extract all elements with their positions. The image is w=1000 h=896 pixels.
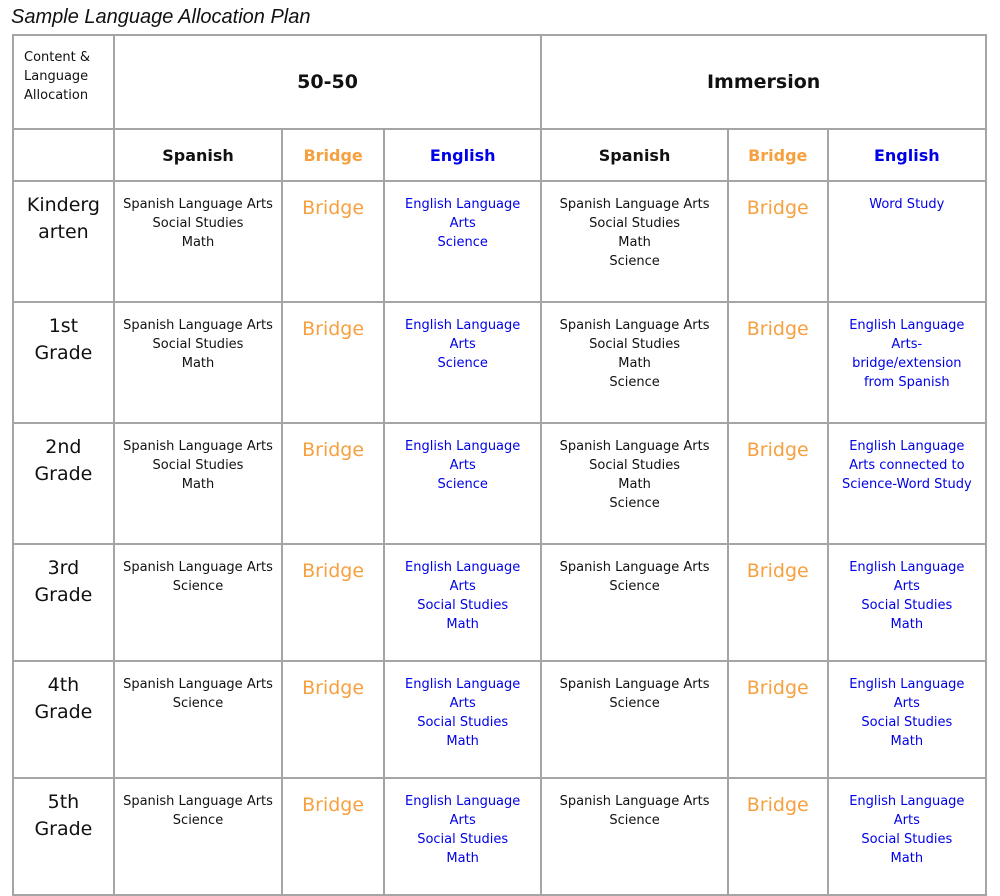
grade-label-cell <box>13 544 114 661</box>
corner-header-cell <box>13 35 114 129</box>
subject-line: Arts <box>449 337 476 352</box>
50-50-bridge-cell: Bridge <box>282 423 384 544</box>
grade-label-line: Grade <box>34 342 93 364</box>
corner-header-line: Allocation <box>24 88 89 103</box>
subject-line: Science <box>609 813 660 828</box>
subject-line: Arts <box>449 579 476 594</box>
50-50-spanish-subjects <box>114 302 282 423</box>
immersion-bridge-cell: Bridge <box>728 544 828 661</box>
subject-line: Math <box>618 235 651 250</box>
subject-line: Spanish Language Arts <box>559 197 710 212</box>
language-header-spanish: Spanish <box>541 129 728 181</box>
subject-line: Social Studies <box>589 216 681 231</box>
subject-line: Science <box>437 235 488 250</box>
subject-line: English Language <box>849 677 965 692</box>
subject-line: Arts <box>449 458 476 473</box>
subject-line: Math <box>890 617 924 632</box>
subject-line: Social Studies <box>861 598 953 613</box>
subject-line: Science <box>609 579 660 594</box>
subject-line: Science <box>609 375 660 390</box>
language-allocation-table <box>12 34 987 896</box>
50-50-spanish-subjects <box>114 544 282 661</box>
subject-line: Arts <box>893 696 920 711</box>
immersion-bridge-cell: Bridge <box>728 181 828 302</box>
grade-row <box>13 661 986 778</box>
grade-label-line: 2nd <box>45 436 82 458</box>
language-header-bridge: Bridge <box>728 129 828 181</box>
grade-row <box>13 302 986 423</box>
immersion-english-subjects <box>828 302 986 423</box>
subject-line: Social Studies <box>861 715 953 730</box>
subject-line: Science <box>609 696 660 711</box>
50-50-bridge-cell: Bridge <box>282 544 384 661</box>
corner-header-line: Content & <box>24 50 90 65</box>
language-header-spanish: Spanish <box>114 129 282 181</box>
grade-label-line: Grade <box>34 818 93 840</box>
grade-label-cell <box>13 302 114 423</box>
subject-line: Spanish Language Arts <box>559 794 710 809</box>
subject-line: Math <box>181 235 215 250</box>
subject-line: Social Studies <box>152 337 244 352</box>
grade-label-cell <box>13 778 114 895</box>
subject-line: Arts <box>449 696 476 711</box>
subject-line: Science <box>437 356 488 371</box>
grade-row <box>13 544 986 661</box>
subject-line: Social Studies <box>861 832 953 847</box>
subject-line: English Language <box>405 560 521 575</box>
50-50-english-subjects <box>384 302 541 423</box>
grade-label-cell <box>13 661 114 778</box>
50-50-bridge-cell: Bridge <box>282 181 384 302</box>
immersion-english-subjects <box>828 661 986 778</box>
page-caption: Sample Language Allocation Plan <box>11 6 311 28</box>
subject-line: Math <box>446 851 479 866</box>
subject-line: Math <box>890 734 924 749</box>
subject-line: Social Studies <box>589 458 681 473</box>
program-header-50-50: 50-50 <box>114 35 542 129</box>
50-50-spanish-subjects <box>114 661 282 778</box>
immersion-english-subjects <box>828 544 986 661</box>
immersion-bridge-cell: Bridge <box>728 661 828 778</box>
subject-line: from Spanish <box>863 375 950 390</box>
grade-label-line: 5th <box>47 791 80 813</box>
subject-line: Math <box>181 477 215 492</box>
subject-line: bridge/extension <box>852 356 962 371</box>
grade-row <box>13 778 986 895</box>
grade-label-line: 4th <box>47 674 80 696</box>
50-50-bridge-cell: Bridge <box>282 661 384 778</box>
grade-label-line: 1st <box>48 315 79 337</box>
subject-line: Word Study <box>869 197 945 212</box>
subject-line: English Language <box>405 677 521 692</box>
grade-row <box>13 423 986 544</box>
subject-line: Math <box>446 734 479 749</box>
subject-line: Science <box>172 813 224 828</box>
corner-header-line: Language <box>24 69 89 84</box>
subject-line: Arts <box>893 813 920 828</box>
immersion-spanish-subjects <box>541 423 728 544</box>
subject-line: Math <box>446 617 479 632</box>
immersion-english-subjects <box>828 778 986 895</box>
50-50-spanish-subjects <box>114 423 282 544</box>
grade-label-cell <box>13 423 114 544</box>
50-50-english-subjects <box>384 778 541 895</box>
subject-line: Math <box>618 356 651 371</box>
subject-line: Social Studies <box>417 832 509 847</box>
subject-line: Arts connected to <box>849 458 965 473</box>
immersion-spanish-subjects <box>541 544 728 661</box>
subject-line: Social Studies <box>417 598 509 613</box>
grade-label-line: Grade <box>34 701 93 723</box>
50-50-spanish-subjects <box>114 181 282 302</box>
50-50-bridge-cell: Bridge <box>282 778 384 895</box>
language-header-bridge: Bridge <box>282 129 384 181</box>
50-50-english-subjects <box>384 544 541 661</box>
subject-line: Math <box>181 356 215 371</box>
subject-line: English Language <box>405 318 521 333</box>
50-50-english-subjects <box>384 423 541 544</box>
subject-line: Science-Word Study <box>842 477 972 492</box>
subject-line: Social Studies <box>589 337 681 352</box>
50-50-english-subjects <box>384 661 541 778</box>
subject-line: Science <box>609 254 660 269</box>
subject-line: English Language <box>849 318 965 333</box>
subject-line: Math <box>890 851 924 866</box>
subject-line: Spanish Language Arts <box>123 794 273 809</box>
immersion-bridge-cell: Bridge <box>728 423 828 544</box>
subject-line: Spanish Language Arts <box>123 197 273 212</box>
subject-line: Spanish Language Arts <box>123 677 273 692</box>
subject-line: Math <box>618 477 651 492</box>
immersion-spanish-subjects <box>541 181 728 302</box>
grade-label-line: 3rd <box>47 557 80 579</box>
immersion-bridge-cell: Bridge <box>728 778 828 895</box>
grade-label-line: arten <box>38 221 89 243</box>
subject-line: Science <box>437 477 488 492</box>
subject-line: English Language <box>849 560 965 575</box>
language-header-row <box>13 129 986 181</box>
subject-line: Social Studies <box>152 458 244 473</box>
50-50-bridge-cell: Bridge <box>282 302 384 423</box>
subject-line: Arts- <box>891 337 923 352</box>
subject-line: Spanish Language Arts <box>123 439 273 454</box>
grade-row <box>13 181 986 302</box>
grade-label-line: Grade <box>34 463 93 485</box>
subject-line: English Language <box>405 439 521 454</box>
subject-line: Spanish Language Arts <box>559 439 710 454</box>
subject-line: Science <box>172 696 224 711</box>
subject-line: Science <box>172 579 224 594</box>
language-header-english: English <box>828 129 986 181</box>
subject-line: Spanish Language Arts <box>559 677 710 692</box>
subject-line: Spanish Language Arts <box>559 318 710 333</box>
immersion-bridge-cell: Bridge <box>728 302 828 423</box>
subject-line: Arts <box>893 579 920 594</box>
subject-line: Social Studies <box>152 216 244 231</box>
subject-line: Arts <box>449 216 476 231</box>
subject-line: English Language <box>405 794 521 809</box>
program-header-immersion: Immersion <box>541 35 986 129</box>
grade-label-line: Kinderg <box>26 194 100 216</box>
immersion-english-subjects <box>828 181 986 302</box>
subject-line: Arts <box>449 813 476 828</box>
immersion-english-subjects <box>828 423 986 544</box>
subject-line: Spanish Language Arts <box>123 318 273 333</box>
subject-line: Science <box>609 496 660 511</box>
subject-line: English Language <box>405 197 521 212</box>
subject-line: English Language <box>849 794 965 809</box>
immersion-spanish-subjects <box>541 661 728 778</box>
language-header-english: English <box>384 129 541 181</box>
subject-line: Spanish Language Arts <box>123 560 273 575</box>
50-50-english-subjects <box>384 181 541 302</box>
grade-label-line: Grade <box>34 584 93 606</box>
subject-line: English Language <box>849 439 965 454</box>
empty-header-cell <box>13 129 114 181</box>
subject-line: Spanish Language Arts <box>559 560 710 575</box>
subject-line: Social Studies <box>417 715 509 730</box>
immersion-spanish-subjects <box>541 302 728 423</box>
50-50-spanish-subjects <box>114 778 282 895</box>
program-header-row <box>13 35 986 129</box>
grade-label-cell <box>13 181 114 302</box>
immersion-spanish-subjects <box>541 778 728 895</box>
